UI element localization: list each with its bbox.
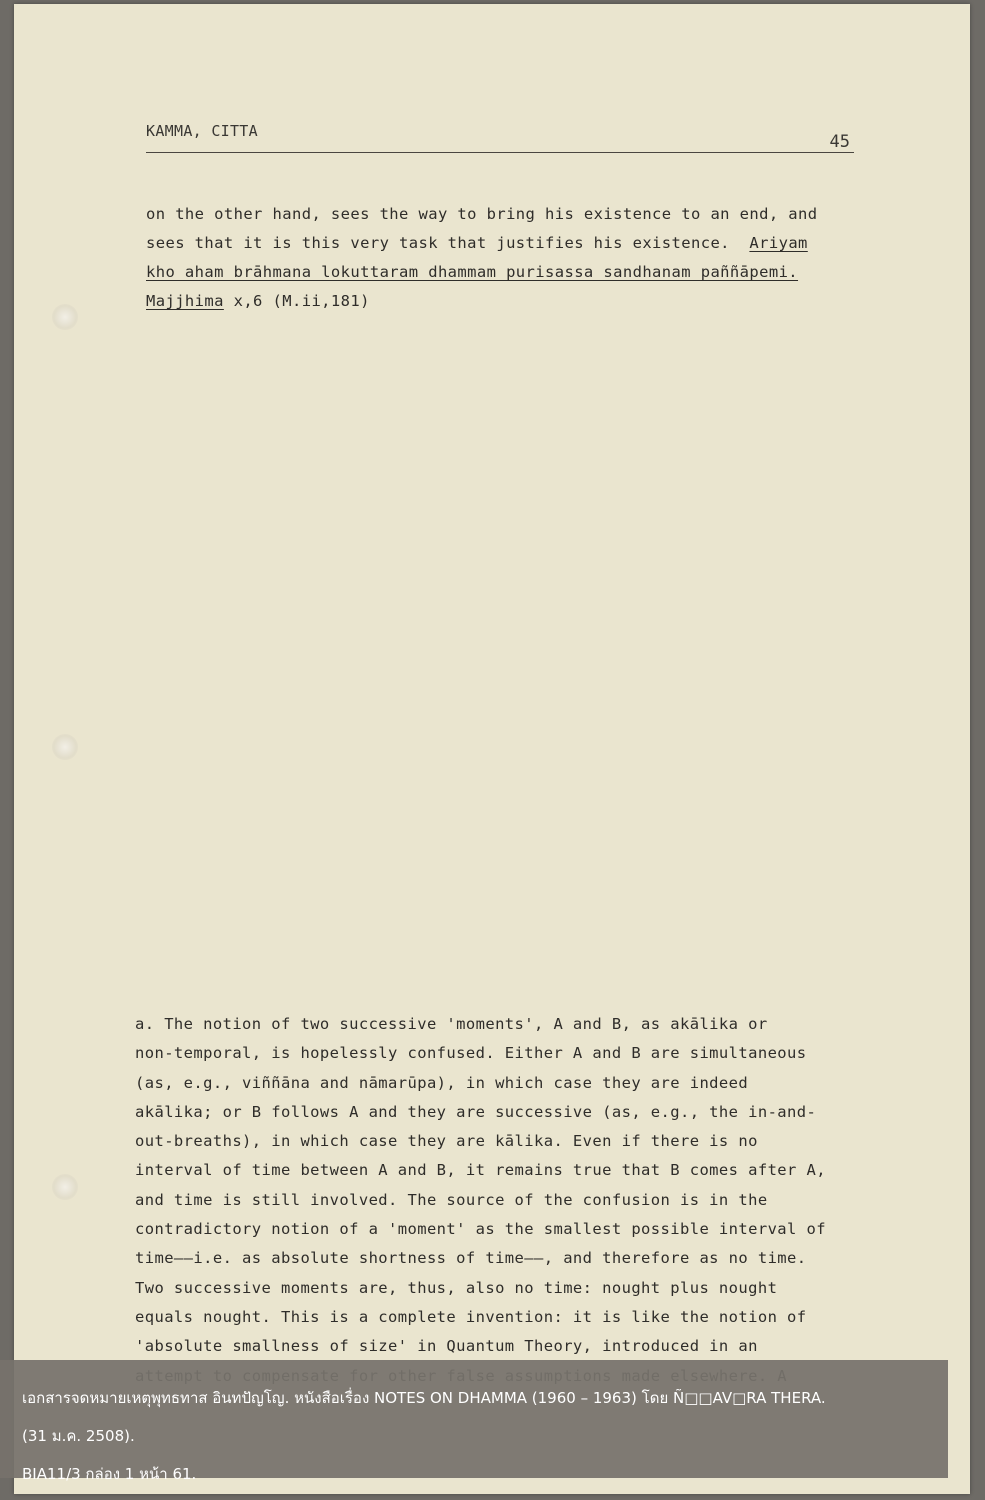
caption-line-2: (31 ม.ค. 2508). bbox=[22, 1427, 135, 1445]
footnote-line: non-temporal, is hopelessly confused. Either A and B are simultaneous bbox=[135, 1044, 807, 1063]
footnote-line: time——i.e. as absolute shortness of time——, and therefore as no time. bbox=[135, 1249, 807, 1268]
punch-hole bbox=[52, 304, 78, 330]
text-line: sees that it is this very task that justifies his existence. Ariyam bbox=[146, 234, 808, 252]
caption-line-3: BIA11/3 กล่อง 1 หน้า 61. bbox=[22, 1465, 197, 1483]
footnote-line: 'absolute smallness of size' in Quantum Theory, introduced in an bbox=[135, 1337, 758, 1356]
pali-quote-start: Ariyam bbox=[749, 234, 808, 252]
footnote-a bbox=[135, 1010, 855, 1391]
footnote-line: (as, e.g., viññāna and nāmarūpa), in which case they are indeed bbox=[135, 1073, 749, 1092]
citation-line: Majjhima x,6 (M.ii,181) bbox=[146, 292, 370, 310]
footnote-line: interval of time between A and B, it remains true that B comes after A, bbox=[135, 1161, 826, 1180]
footnote-line: a. The notion of two successive 'moments', A and B, as akālika or bbox=[135, 1015, 768, 1033]
footnote-line: akālika; or B follows A and they are successive (as, e.g., the in-and- bbox=[135, 1102, 817, 1121]
body-text bbox=[146, 200, 866, 316]
typescript-page bbox=[14, 4, 970, 1494]
page-header bbox=[146, 118, 854, 153]
footnote-line: Two successive moments are, thus, also no time: nought plus nought bbox=[135, 1278, 778, 1297]
show-through-text bbox=[144, 349, 844, 989]
pali-quote: kho aham brāhmana lokuttaram dhammam purisassa sandhanam paññāpemi. bbox=[146, 263, 799, 281]
caption-line-1: เอกสารจดหมายเหตุพุทธทาส อินทปัญโญ. หนังสือเรื่อง NOTES ON DHAMMA (1960 – 1963) โดย Ñ□□AV□RA THERA. bbox=[22, 1389, 826, 1407]
page-number: 45 bbox=[829, 132, 850, 152]
footnote-line: and time is still involved. The source of the confusion is in the bbox=[135, 1190, 768, 1209]
running-title: KAMMA, CITTA bbox=[146, 122, 258, 140]
footnote-line: contradictory notion of a 'moment' as the smallest possible interval of bbox=[135, 1220, 826, 1239]
text-line: on the other hand, sees the way to bring his existence to an end, and bbox=[146, 205, 818, 223]
footnote-line: equals nought. This is a complete invention: it is like the notion of bbox=[135, 1307, 807, 1326]
punch-hole bbox=[52, 734, 78, 760]
punch-hole bbox=[52, 1174, 78, 1200]
footnote-line: out-breaths), in which case they are kālika. Even if there is no bbox=[135, 1132, 758, 1151]
citation-source: Majjhima bbox=[146, 292, 224, 310]
archive-caption bbox=[0, 1360, 948, 1483]
